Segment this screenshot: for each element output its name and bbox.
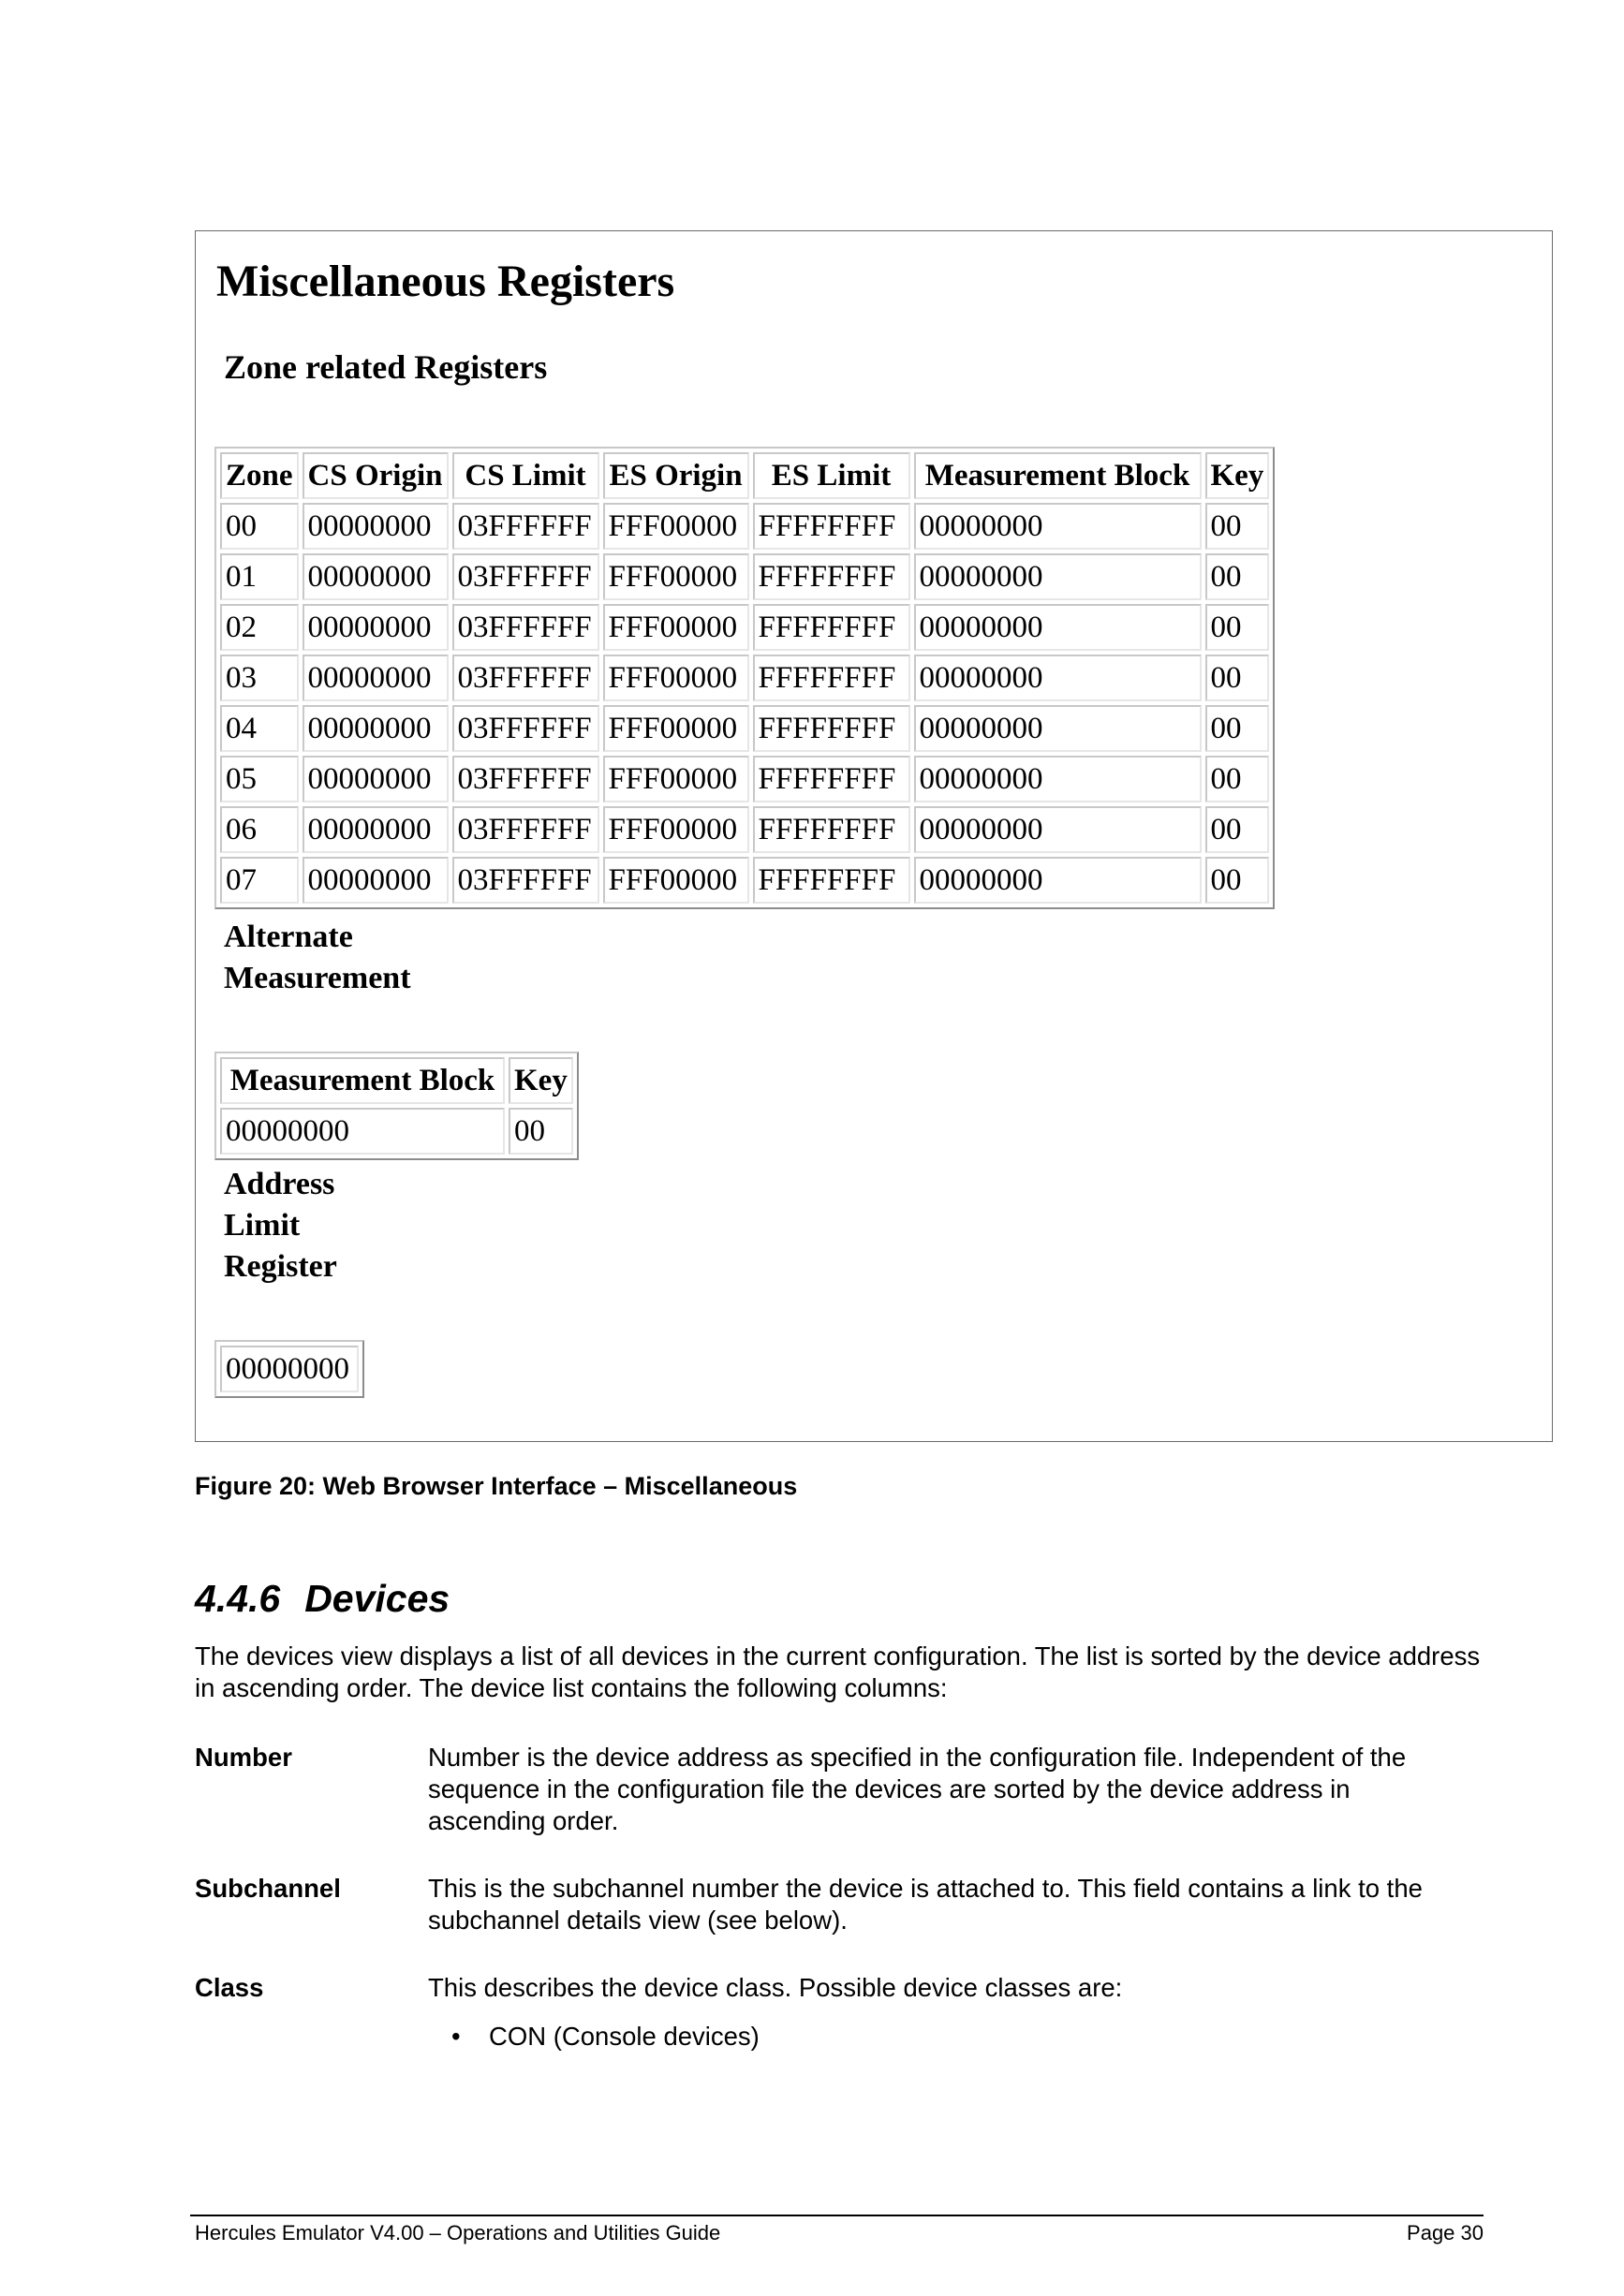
- table-row: [220, 655, 1269, 701]
- table-cell: 05: [220, 756, 299, 802]
- address-limit-register-table: [214, 1340, 364, 1398]
- table-cell: 00: [1205, 806, 1270, 853]
- table-cell: 00000000: [303, 806, 449, 853]
- alternate-measurement-table: [214, 1052, 579, 1160]
- definition-term-number: Number: [195, 1743, 292, 1772]
- definition-term-subchannel: Subchannel: [195, 1874, 341, 1903]
- address-limit-value: 00000000: [220, 1346, 359, 1392]
- table-row: [220, 1346, 359, 1392]
- column-header: Measurement Block: [220, 1057, 505, 1104]
- table-cell: 00000000: [914, 604, 1202, 651]
- table-cell: 00000000: [220, 1108, 505, 1155]
- footer-document-title: Hercules Emulator V4.00 – Operations and Utilities Guide: [195, 2221, 721, 2244]
- column-header: CS Origin: [303, 452, 449, 499]
- table-cell: FFFFFFFF: [753, 806, 910, 853]
- table-cell: 00000000: [914, 857, 1202, 904]
- table-cell: 03FFFFFF: [452, 756, 599, 802]
- table-cell: 00000000: [914, 553, 1202, 600]
- heading-line: Alternate: [224, 920, 353, 954]
- section-intro: The devices view displays a list of all devices in the current configuration. The list is sorted by the device address in ascending order. The device list contains the following columns:: [195, 1641, 1481, 1702]
- table-cell: 00: [1205, 553, 1270, 600]
- table-cell: 06: [220, 806, 299, 853]
- footer-page-number: Page 30: [1407, 2221, 1484, 2244]
- table-row: [220, 604, 1269, 651]
- table-cell: FFF00000: [603, 806, 749, 853]
- figure-title: Miscellaneous Registers: [216, 257, 675, 306]
- table-cell: FFF00000: [603, 503, 749, 550]
- table-cell: 00000000: [303, 503, 449, 550]
- definition-term-class: Class: [195, 1973, 264, 2002]
- list-item: [451, 2021, 760, 2053]
- table-cell: FFFFFFFF: [753, 655, 910, 701]
- table-cell: FFFFFFFF: [753, 553, 910, 600]
- table-cell: 03FFFFFF: [452, 553, 599, 600]
- section-title: Devices: [304, 1577, 450, 1620]
- table-cell: 00000000: [303, 756, 449, 802]
- table-cell: 00: [1205, 756, 1270, 802]
- table-cell: FFFFFFFF: [753, 503, 910, 550]
- heading-line: Register: [224, 1249, 337, 1284]
- table-cell: 00000000: [303, 705, 449, 752]
- web-browser-screenshot: [195, 230, 1553, 1442]
- table-cell: 00: [220, 503, 299, 550]
- list-item-text: CON (Console devices): [489, 2022, 760, 2051]
- zone-registers-table: [214, 447, 1275, 909]
- table-cell: 03: [220, 655, 299, 701]
- table-cell: FFFFFFFF: [753, 756, 910, 802]
- table-cell: 03FFFFFF: [452, 857, 599, 904]
- table-cell: FFF00000: [603, 756, 749, 802]
- table-cell: FFF00000: [603, 705, 749, 752]
- table-cell: 00: [1205, 503, 1270, 550]
- table-cell: 02: [220, 604, 299, 651]
- table-cell: 07: [220, 857, 299, 904]
- definition-desc-number: Number is the device address as specified in the configuration file. Independent of the sequence in the configuration file the devices are sorted by the device address in ascending order.: [428, 1743, 1407, 1835]
- heading-line: Measurement: [224, 961, 411, 995]
- bullet-icon: •: [451, 2022, 461, 2051]
- column-header: ES Origin: [603, 452, 749, 499]
- figure-caption: Figure 20: Web Browser Interface – Miscellaneous: [195, 1472, 798, 1500]
- column-header: ES Limit: [753, 452, 910, 499]
- table-cell: 00: [1205, 655, 1270, 701]
- alternate-measurement-heading: [224, 917, 411, 999]
- address-limit-register-heading: [224, 1164, 337, 1288]
- table-cell: 01: [220, 553, 299, 600]
- table-cell: 04: [220, 705, 299, 752]
- alt-table-header-row: [220, 1057, 573, 1104]
- table-row: [220, 503, 1269, 550]
- table-cell: FFF00000: [603, 604, 749, 651]
- table-cell: 03FFFFFF: [452, 604, 599, 651]
- table-row: [220, 857, 1269, 904]
- table-cell: 00000000: [914, 756, 1202, 802]
- table-row: [220, 1108, 573, 1155]
- table-cell: 03FFFFFF: [452, 655, 599, 701]
- table-row: [220, 756, 1269, 802]
- table-cell: 00000000: [914, 655, 1202, 701]
- column-header: Zone: [220, 452, 299, 499]
- table-row: [220, 806, 1269, 853]
- definition-desc-subchannel: This is the subchannel number the device is attached to. This field contains a link to the subchannel details view (see below).: [428, 1874, 1423, 1935]
- table-cell: 00000000: [303, 655, 449, 701]
- column-header: Key: [1205, 452, 1270, 499]
- device-class-list: [451, 2021, 760, 2053]
- section-number: 4.4.6: [195, 1577, 281, 1620]
- zone-registers-heading: Zone related Registers: [224, 348, 548, 386]
- table-cell: 00: [1205, 604, 1270, 651]
- footer-divider: [190, 2215, 1484, 2216]
- table-cell: FFF00000: [603, 655, 749, 701]
- table-cell: FFFFFFFF: [753, 705, 910, 752]
- column-header: Key: [509, 1057, 573, 1104]
- table-cell: FFF00000: [603, 857, 749, 904]
- column-header: Measurement Block: [914, 452, 1202, 499]
- section-heading: [195, 1577, 450, 1621]
- table-cell: 00: [509, 1108, 573, 1155]
- table-cell: FFF00000: [603, 553, 749, 600]
- table-cell: 00: [1205, 857, 1270, 904]
- heading-line: Limit: [224, 1208, 301, 1243]
- table-cell: 03FFFFFF: [452, 806, 599, 853]
- heading-line: Address: [224, 1167, 335, 1201]
- table-cell: 03FFFFFF: [452, 705, 599, 752]
- table-cell: 00000000: [914, 806, 1202, 853]
- definition-desc-class: This describes the device class. Possible device classes are:: [428, 1973, 1123, 2002]
- table-cell: 03FFFFFF: [452, 503, 599, 550]
- table-cell: 00000000: [914, 503, 1202, 550]
- zone-table-header-row: [220, 452, 1269, 499]
- table-cell: 00000000: [303, 857, 449, 904]
- table-cell: 00: [1205, 705, 1270, 752]
- table-cell: 00000000: [303, 553, 449, 600]
- table-row: [220, 705, 1269, 752]
- table-cell: FFFFFFFF: [753, 604, 910, 651]
- table-cell: 00000000: [303, 604, 449, 651]
- table-cell: 00000000: [914, 705, 1202, 752]
- column-header: CS Limit: [452, 452, 599, 499]
- table-row: [220, 553, 1269, 600]
- table-cell: FFFFFFFF: [753, 857, 910, 904]
